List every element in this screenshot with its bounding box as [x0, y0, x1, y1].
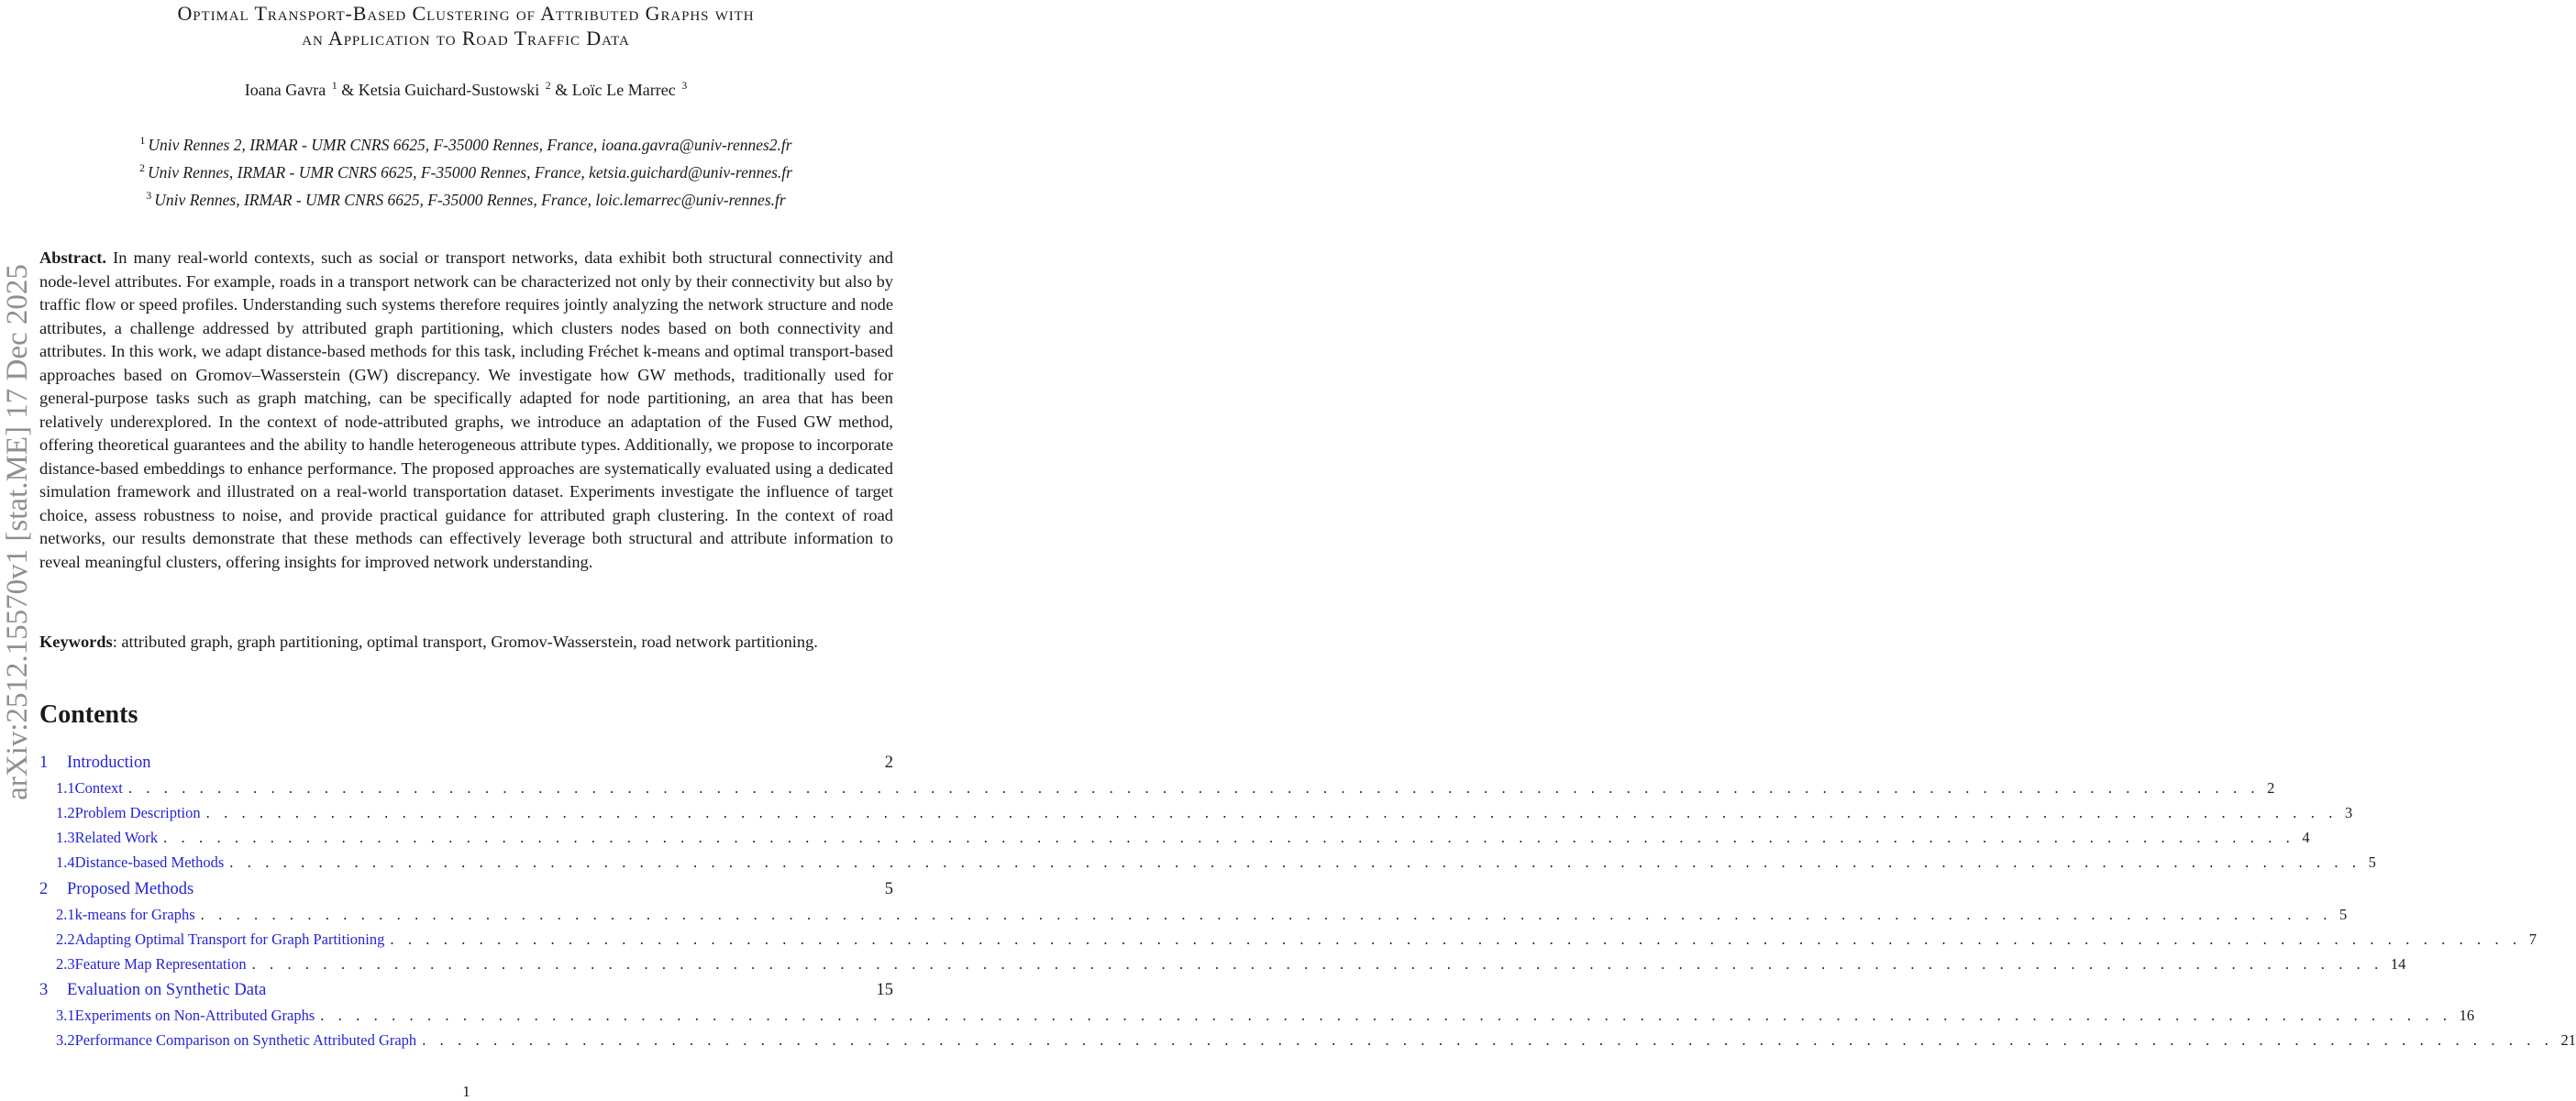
toc-entry-link[interactable]: Problem Description	[74, 804, 201, 821]
toc-dot-leader: . . . . . . . . . . . . . . . . . . . . . . . . . . . . . . . . . . . . . . . . . . . . . . . . . . . . . . . . . . . . . . . . . . . . . . . . . . . . . . . . . . . . . . . . . . . . . . . . . . . . . . . . . . . . . . . . . . . . . . . .	[422, 1031, 2554, 1049]
author-affiliation-marker: 2	[545, 79, 551, 92]
keywords	[39, 631, 893, 655]
paper-title	[37, 1, 895, 50]
toc-entry-number[interactable]: 1.4	[56, 853, 75, 871]
toc-entry-link[interactable]: Adapting Optimal Transport for Graph Partitioning	[74, 930, 385, 948]
affiliation-text: Univ Rennes, IRMAR - UMR CNRS 6625, F-35000 Rennes, France, loic.lemarrec@univ-rennes.fr	[154, 191, 786, 209]
toc-entry-number[interactable]: 2.1	[56, 906, 75, 923]
author-affiliation-marker: 1	[331, 79, 337, 92]
toc-subsection-entry[interactable]	[39, 804, 2353, 822]
toc-entry-link[interactable]: Context	[74, 779, 123, 797]
contents-heading: Contents	[39, 700, 138, 729]
toc-entry-link[interactable]: Evaluation on Synthetic Data	[67, 981, 267, 999]
toc-page-number[interactable]: 16	[2459, 1007, 2475, 1024]
keywords-label: Keywords	[39, 633, 113, 651]
toc-entry-link[interactable]: Experiments on Non-Attributed Graphs	[74, 1007, 315, 1024]
toc-dot-leader: . . . . . . . . . . . . . . . . . . . . . . . . . . . . . . . . . . . . . . . . . . . . . . . . . . . . . . . . . . . . . . . . . . . . . . . . . . . . . . . . . . . . . . . . . . . . . . . . . . . . . . . . . . . . . . . . . . . . . . . .	[200, 906, 2332, 923]
toc-subsection-entry[interactable]	[39, 955, 2406, 974]
toc-subsection-entry[interactable]	[39, 853, 2376, 872]
toc-page-number[interactable]: 5	[2368, 853, 2376, 871]
affiliation-text: Univ Rennes, IRMAR - UMR CNRS 6625, F-35000 Rennes, France, ketsia.guichard@univ-rennes.fr	[148, 163, 792, 182]
affiliation-text: Univ Rennes 2, IRMAR - UMR CNRS 6625, F-35000 Rennes, France, ioana.gavra@univ-rennes2.fr	[148, 136, 792, 154]
toc-subsection-entry[interactable]	[39, 930, 2537, 949]
affiliation	[37, 157, 895, 184]
toc-subsection-entry[interactable]	[39, 1007, 2475, 1025]
toc-page-number[interactable]: 4	[2302, 829, 2310, 846]
toc-entry-number[interactable]: 3.2	[56, 1031, 75, 1049]
abstract-text: In many real-world contexts, such as social or transport networks, data exhibit both structural connectivity and node-level attributes. For example, roads in a transport network can be characterized not only by their connectivity but also by traffic flow or speed profiles. Understanding such systems therefore requires jointly analyzing the network structure and node attributes, a challenge addressed by attributed graph partitioning, which clusters nodes based on both connectivity and attributes. In this work, we adapt distance-based methods for this task, including Fréchet k-means and optimal transport-based approaches based on Gromov–Wasserstein (GW) discrepancy. We investigate how GW methods, traditionally used for general-purpose tasks such as graph matching, can be specifically adapted for node partitioning, an area that has been relatively underexplored. In the context of node-attributed graphs, we introduce an adaptation of the Fused GW method, offering theoretical guarantees and the ability to handle heterogeneous attribute types. Additionally, we propose to incorporate distance-based embeddings to enhance performance. The proposed approaches are systematically evaluated using a dedicated simulation framework and illustrated on a real-world transportation dataset. Experiments investigate the influence of target choice, assess robustness to noise, and provide practical guidance for attributed graph clustering. In the context of road networks, our results demonstrate that these methods can effectively leverage both structural and attribute information to reveal meaningful clusters, offering insights for improved network understanding.	[39, 248, 893, 571]
author-list	[37, 79, 895, 100]
abstract	[39, 247, 893, 574]
author-name: Ioana Gavra	[244, 81, 326, 99]
toc-page-number[interactable]: 5	[2338, 906, 2348, 923]
arxiv-stamp	[2, 232, 33, 832]
abstract-label: Abstract.	[39, 248, 107, 267]
toc-entry-link[interactable]: Distance-based Methods	[74, 853, 225, 871]
keywords-text: : attributed graph, graph partitioning, optimal transport, Gromov-Wasserstein, road network partitioning.	[112, 633, 818, 651]
page-number: 1	[462, 1083, 470, 1100]
toc-page-number[interactable]: 7	[2528, 930, 2537, 948]
affiliation	[37, 129, 895, 157]
toc-dot-leader: . . . . . . . . . . . . . . . . . . . . . . . . . . . . . . . . . . . . . . . . . . . . . . . . . . . . . . . . . . . . . . . . . . . . . . . . . . . . . . . . . . . . . . . . . . . . . . . . . . . . . . . . . . . . . . . . . . . . . . . .	[320, 1007, 2452, 1024]
author-separator: &	[555, 81, 569, 99]
toc-section-entry[interactable]	[39, 981, 893, 1000]
toc-entry-link[interactable]: Performance Comparison on Synthetic Attributed Graph	[74, 1031, 417, 1049]
arxiv-identifier: arXiv:2512.15570v1 [stat.ME] 17 Dec 2025	[0, 264, 34, 800]
toc-dot-leader: . . . . . . . . . . . . . . . . . . . . . . . . . . . . . . . . . . . . . . . . . . . . . . . . . . . . . . . . . . . . . . . . . . . . . . . . . . . . . . . . . . . . . . . . . . . . . . . . . . . . . . . . . . . . . . . . . . . . . . . .	[229, 853, 2361, 871]
title-line-2: an Application to Road Traffic Data	[302, 27, 630, 50]
toc-entry-number[interactable]: 1.3	[56, 829, 75, 846]
author-affiliation-marker: 3	[681, 79, 688, 92]
toc-entry-link[interactable]: Proposed Methods	[67, 880, 194, 898]
affiliation-marker: 1	[139, 134, 146, 147]
toc-dot-leader: . . . . . . . . . . . . . . . . . . . . . . . . . . . . . . . . . . . . . . . . . . . . . . . . . . . . . . . . . . . . . . . . . . . . . . . . . . . . . . . . . . . . . . . . . . . . . . . . . . . . . . . . . . . . . . . . . . . . . . . .	[251, 955, 2383, 973]
toc-entry-number[interactable]: 1.1	[56, 779, 75, 797]
toc-dot-leader: . . . . . . . . . . . . . . . . . . . . . . . . . . . . . . . . . . . . . . . . . . . . . . . . . . . . . . . . . . . . . . . . . . . . . . . . . . . . . . . . . . . . . . . . . . . . . . . . . . . . . . . . . . . . . . . . . . . . . . . .	[205, 804, 2338, 821]
toc-entry-number[interactable]: 2	[39, 880, 49, 898]
toc-page-number[interactable]: 3	[2344, 804, 2353, 821]
toc-page-number[interactable]: 21	[2560, 1031, 2576, 1049]
affiliation-marker: 3	[146, 189, 152, 202]
toc-entry-number[interactable]: 3.1	[56, 1007, 75, 1024]
affiliation	[37, 184, 895, 212]
toc-dot-leader: . . . . . . . . . . . . . . . . . . . . . . . . . . . . . . . . . . . . . . . . . . . . . . . . . . . . . . . . . . . . . . . . . . . . . . . . . . . . . . . . . . . . . . . . . . . . . . . . . . . . . . . . . . . . . . . . . . . . . . . .	[390, 930, 2522, 948]
toc-entry-link[interactable]: Related Work	[74, 829, 159, 846]
toc-dot-leader: . . . . . . . . . . . . . . . . . . . . . . . . . . . . . . . . . . . . . . . . . . . . . . . . . . . . . . . . . . . . . . . . . . . . . . . . . . . . . . . . . . . . . . . . . . . . . . . . . . . . . . . . . . . . . . . . . . . . . . . .	[127, 779, 2261, 797]
toc-page-number[interactable]: 5	[884, 880, 893, 898]
toc-section-entry[interactable]	[39, 754, 893, 773]
title-line-1: Optimal Transport-Based Clustering of Attributed Graphs with	[177, 2, 755, 25]
author-separator: &	[341, 81, 355, 99]
toc-entry-link[interactable]: k-means for Graphs	[74, 906, 195, 923]
affiliation-marker: 2	[139, 161, 145, 174]
toc-entry-number[interactable]: 1	[39, 754, 49, 772]
toc-entry-link[interactable]: Feature Map Representation	[74, 955, 247, 973]
author-name: Loïc Le Marrec	[571, 81, 676, 99]
toc-subsection-entry[interactable]	[39, 906, 2348, 924]
toc-page-number[interactable]: 2	[2267, 779, 2275, 797]
toc-subsection-entry[interactable]	[39, 829, 2310, 847]
toc-entry-number[interactable]: 3	[39, 981, 49, 999]
toc-page-number[interactable]: 15	[876, 981, 893, 999]
toc-section-entry[interactable]	[39, 880, 893, 899]
author-name: Ketsia Guichard-Sustowski	[358, 81, 540, 99]
toc-page-number[interactable]: 2	[884, 754, 893, 772]
toc-entry-number[interactable]: 2.3	[56, 955, 75, 973]
toc-entry-number[interactable]: 1.2	[56, 804, 75, 821]
toc-subsection-entry[interactable]	[39, 1031, 2576, 1050]
toc-entry-link[interactable]: Introduction	[67, 754, 151, 772]
toc-subsection-entry[interactable]	[39, 779, 2275, 798]
toc-entry-number[interactable]: 2.2	[56, 930, 75, 948]
toc-page-number[interactable]: 14	[2390, 955, 2406, 973]
affiliation-list	[37, 129, 895, 212]
toc-dot-leader: . . . . . . . . . . . . . . . . . . . . . . . . . . . . . . . . . . . . . . . . . . . . . . . . . . . . . . . . . . . . . . . . . . . . . . . . . . . . . . . . . . . . . . . . . . . . . . . . . . . . . . . . . . . . . . . . . . . . . . . .	[163, 829, 2295, 846]
